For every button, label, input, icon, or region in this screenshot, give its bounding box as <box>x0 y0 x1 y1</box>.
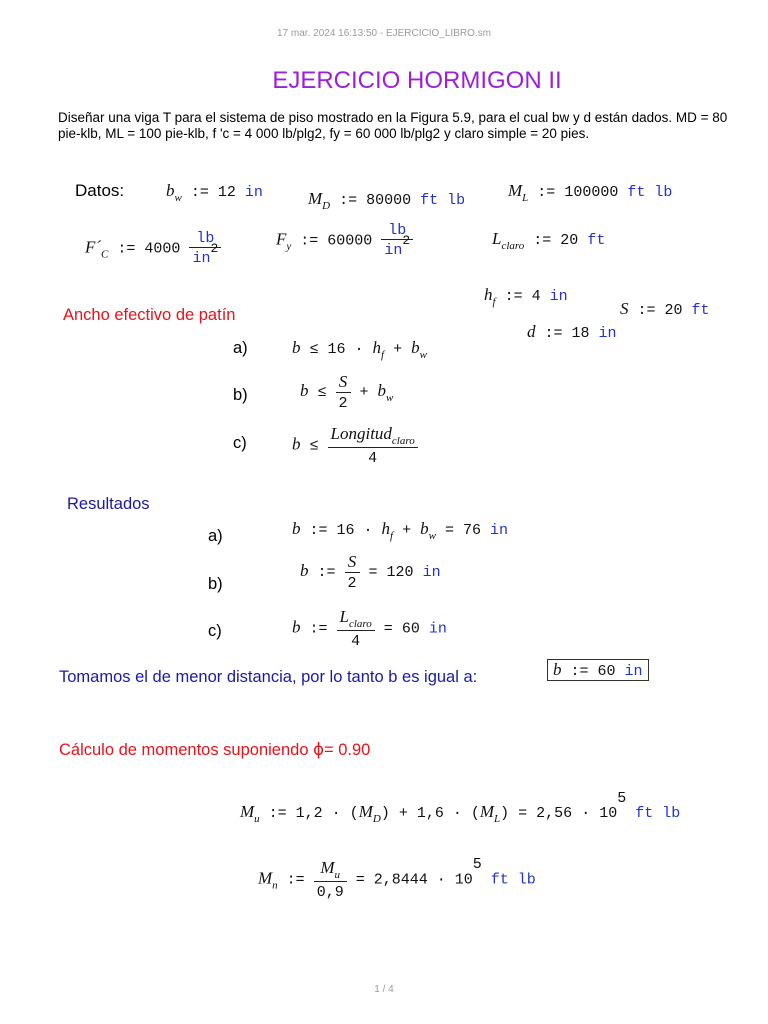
condition-c-label: c) <box>233 434 247 452</box>
ml-unit: ft lb <box>627 184 673 201</box>
result-a-formula: b := $16 \cdot h_f + b_w = 76$ in <box>292 519 508 542</box>
fc-unit-numerator: lb <box>196 230 215 247</box>
result-b-formula: b := $\frac{S}{2}$ = 120 in <box>300 552 441 592</box>
fc-value: 4000 <box>144 240 181 258</box>
fc-definition: $F´_C$ := 4000 $\frac{lb}{in2}$ <box>85 230 221 267</box>
fy-unit-denominator: in <box>384 242 403 259</box>
section-momentos <box>59 740 370 760</box>
fy-value: 60000 <box>327 232 373 250</box>
ml-value: 100000 <box>564 184 619 201</box>
bw-unit: in <box>244 184 263 201</box>
fy-definition: $F_y$ := 60000 $\frac{lb}{in2}$ <box>276 222 413 259</box>
fy-unit-numerator: lb <box>388 222 407 239</box>
md-definition: $M_D$ := 80000 ft lb <box>308 189 466 212</box>
hf-unit: in <box>549 288 568 305</box>
result-a-value: 76 <box>462 522 481 539</box>
mu-formula: $M_u$ := $1,2 \cdot (M_D) + 1,6 \cdot (M_L) = 2,56 \cdot 105$ ft lb <box>240 790 681 825</box>
section-momentos-text: Cálculo de momentos suponiendo <box>59 741 314 759</box>
mn-unit: ft lb <box>490 871 536 889</box>
condition-a-label: a) <box>233 339 248 357</box>
lclaro-definition: $L_{claro}$ := 20 ft <box>492 229 606 252</box>
md-value: 80000 <box>366 192 412 209</box>
b-final-unit: in <box>624 663 643 680</box>
result-b-unit: in <box>422 563 441 581</box>
print-header: 17 mar. 2024 16:13:50 - EJERCICIO_LIBRO.sm <box>277 28 491 39</box>
result-c-value: 60 <box>401 620 420 638</box>
condition-b-label: b) <box>233 386 248 404</box>
condition-c-formula: b ≤ $\frac{Longitud_{claro}}{4}$ <box>292 424 418 467</box>
hf-value: 4 <box>531 288 541 305</box>
hf-definition: $h_f$ := 4 in <box>484 285 568 308</box>
lclaro-value: 20 <box>560 232 579 249</box>
result-b-value: 120 <box>386 563 414 581</box>
problem-statement: Diseñar una viga T para el sistema de piso mostrado en la Figura 5.9, para el cual bw y d están dados. MD = 80 pie-klb, ML = 100 pie-klb, f 'c = 4 000 lb/plg2, fy = 60 000 lb/plg2 y claro simple = 20 pies. <box>58 110 728 141</box>
phi-symbol: ɸ <box>313 740 324 759</box>
page-title: EJERCICIO HORMIGON II <box>272 67 562 94</box>
result-c-unit: in <box>428 620 447 638</box>
datos-label: Datos: <box>75 181 125 200</box>
d-unit: in <box>598 325 617 342</box>
mn-exponent: 5 <box>472 856 482 874</box>
fy-exponent: 2 <box>402 233 411 248</box>
bw-value: 12 <box>217 184 236 201</box>
s-definition: S := 20 ft <box>620 299 710 319</box>
section-resultados: Resultados <box>67 495 150 513</box>
mn-formula: $M_n$ := $\frac{M_u}{0,9}$ = 2,8444 · 105 ft lb <box>258 856 536 901</box>
d-value: 18 <box>571 325 590 342</box>
s-unit: ft <box>691 302 710 319</box>
mn-value: 2,8444 <box>373 871 428 889</box>
md-unit: ft lb <box>420 192 466 209</box>
fc-exponent: 2 <box>210 241 219 256</box>
b-final-value: 60 <box>597 663 616 680</box>
d-definition: d := 18 in <box>527 322 617 342</box>
result-a-label: a) <box>208 527 223 545</box>
result-c-label: c) <box>208 622 222 640</box>
mu-exponent: 5 <box>617 790 627 807</box>
result-b-label: b) <box>208 575 223 593</box>
section-ancho-efectivo: Ancho efectivo de patín <box>63 306 236 324</box>
conclusion-text: Tomamos el de menor distancia, por lo tanto b es igual a: <box>59 668 478 686</box>
b-final-box: b := 60 in <box>547 659 649 681</box>
mu-unit: ft lb <box>635 805 681 822</box>
lclaro-unit: ft <box>587 232 606 249</box>
phi-value: = 0.90 <box>323 741 371 759</box>
mu-value: 2,56 <box>536 805 573 822</box>
result-a-unit: in <box>489 522 508 539</box>
s-value: 20 <box>664 302 683 319</box>
condition-b-formula: b ≤ $\frac{S}{2}$ + $b_w$ <box>300 372 394 412</box>
page-number: 1 / 4 <box>374 984 394 995</box>
bw-definition: $b_w$ := 12 in <box>166 181 263 204</box>
fc-unit-denominator: in <box>192 250 211 267</box>
condition-a-formula: $b \le 16 \cdot h_f + b_w$ <box>292 338 427 361</box>
result-c-formula: b := $\frac{L_{claro}}{4}$ = 60 in <box>292 607 447 650</box>
ml-definition: $M_L$ := 100000 ft lb <box>508 181 673 204</box>
